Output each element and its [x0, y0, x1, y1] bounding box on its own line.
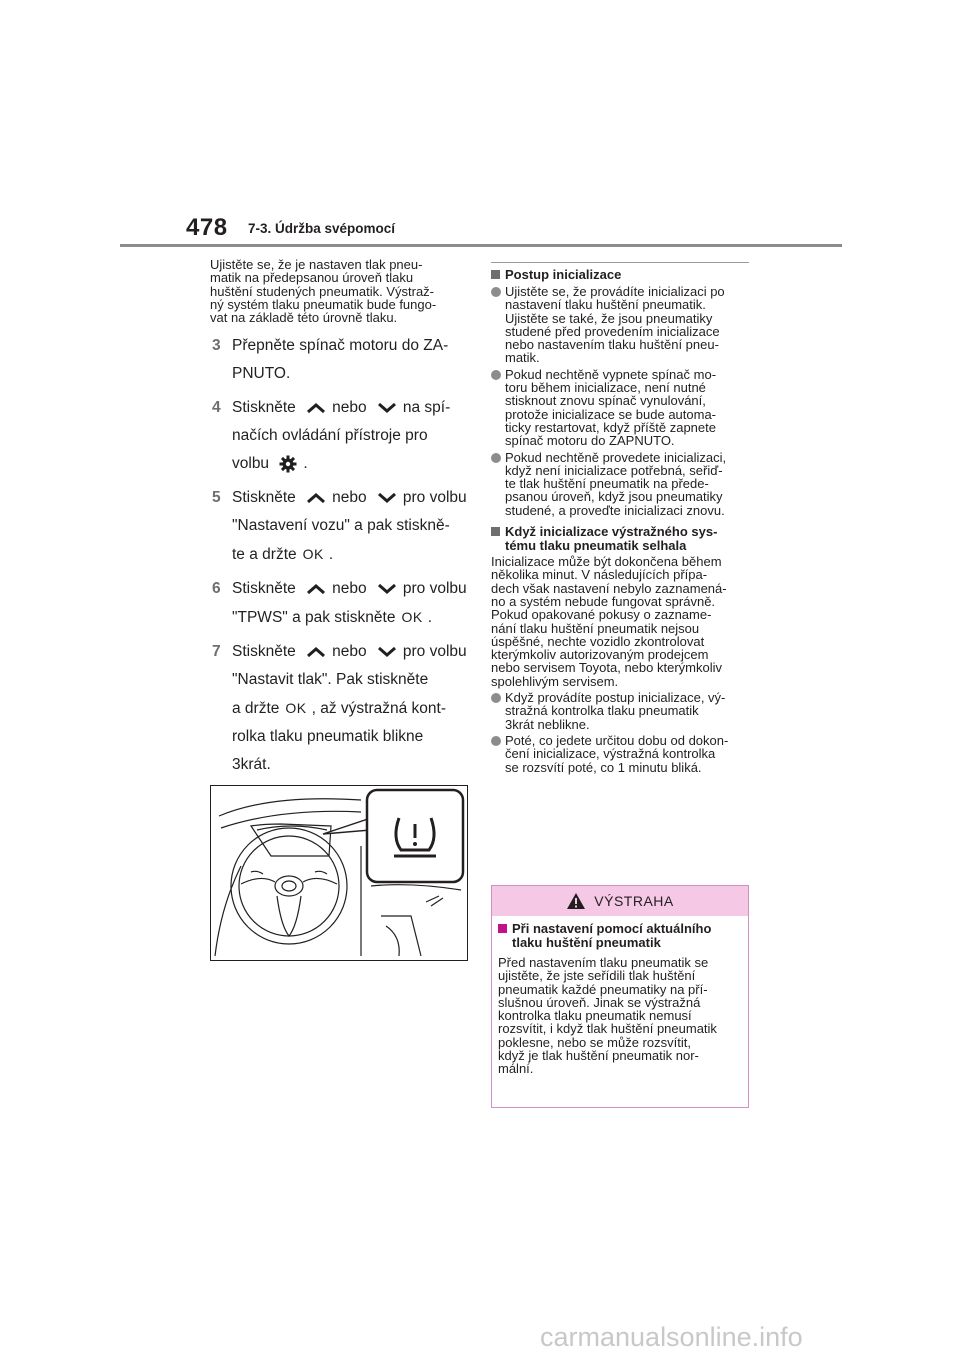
chevron-down-icon — [377, 583, 397, 595]
settings-gear-icon — [279, 455, 297, 473]
warning-text: Před nastavením tlaku pneumatik se ujistěte, že jste seřídili tlak huštění pneumatik každé pneumatiky na pří- slušnou úroveň. Jinak se výstražná kontrolka tlaku pneumatik nemusí rozsvítit, i když tlak huštění pneumatik poklesne, nebo se může rozsvítit, když je tlak huštění pneumatik nor- mální. — [498, 955, 717, 1077]
init-bullet-2: Pokud nechtěně vypnete spínač mo- toru během inicializace, není nutné stisknout znovu spínač vynulování, protože inicializace se bude automa- ticky restartovat, když příště zapnete spínač motoru do ZAPNUTO. — [491, 368, 749, 448]
left-column — [210, 258, 472, 781]
ok-button-label: OK — [401, 609, 423, 626]
dashboard-illustration — [210, 785, 468, 961]
step-5: 5 Stiskněte nebo pro volbu "Nastavení vozu" a pak stiskně- te a držte OK . — [210, 486, 472, 567]
chevron-down-icon — [377, 492, 397, 504]
warning-subtitle: Při nastavení pomocí aktuálního tlaku huštění pneumatik — [498, 922, 742, 950]
step-7: 7 Stiskněte nebo pro volbu "Nastavit tlak". Pak stiskněte a držte OK , až výstražná kont- rolka tlaku pneumatik blikne 3krát. — [212, 643, 467, 774]
step-6: 6 Stiskněte nebo pro volbu "TPWS" a pak stiskněte OK . — [210, 577, 472, 630]
warning-box — [491, 885, 749, 1108]
ok-button-label: OK — [302, 546, 324, 563]
intro-paragraph: Ujistěte se, že je nastaven tlak pneu- matik na předepsanou úroveň tlaku huštění studených pneumatik. Výstraž- ný systém tlaku pneumatik bude fungo- vat na základě této úrovně tlaku. — [210, 257, 437, 326]
chevron-down-icon — [377, 402, 397, 414]
chevron-up-icon — [306, 492, 326, 504]
warning-header — [492, 886, 748, 916]
fail-paragraph: Inicializace může být dokončena během několika minut. V následujících přípa- dech však nastavení nebylo zaznamená- no a systém nebude fungovat správně. Pokud opakované pokusy o zazname- nání tlaku huštění pneumatik nejsou úspěšné, nechte vozidlo zkontrolovat kterýmkoliv autorizovaným prodejcem nebo servisem Toyota, nebo kterýmkoliv spolehlivým servisem. — [491, 554, 727, 689]
fail-bullet-2: Poté, co jedete určitou dobu od dokon- čení inicializace, výstražná kontrolka se rozsvítí poté, co 1 minutu bliká. — [491, 734, 749, 774]
fail-bullet-1: Když provádíte postup inicializace, vý- stražná kontrolka tlaku pneumatik 3krát neblikne. — [491, 691, 749, 731]
ok-button-label: OK — [285, 700, 307, 717]
chevron-up-icon — [306, 583, 326, 595]
warning-triangle-icon — [566, 892, 586, 910]
chevron-up-icon — [306, 646, 326, 658]
right-column — [491, 262, 749, 774]
chevron-down-icon — [377, 646, 397, 658]
page-number: 478 — [186, 214, 228, 241]
fail-heading: Když inicializace výstražného sys- tému tlaku pneumatik selhala — [491, 525, 749, 553]
init-heading: Postup inicializace — [491, 268, 749, 282]
init-bullet-1: Ujistěte se, že provádíte inicializaci po nastavení tlaku huštění pneumatik. Ujistěte se také, že jsou pneumatiky studené před provedením inicializace nebo nastavením tlaku huštění pneu- matik. — [491, 285, 749, 365]
steering-wheel-drawing — [211, 786, 467, 960]
section-title: 7-3. Údržba svépomocí — [248, 221, 396, 236]
chevron-up-icon — [306, 402, 326, 414]
step-3: 3 Přepněte spínač motoru do ZA- PNUTO. — [212, 337, 449, 383]
init-bullet-3: Pokud nechtěně provedete inicializaci, když není inicializace potřebná, seřiď- te tlak huštění pneumatik na přede- psanou úroveň, když jsou pneumatiky studené, a proveďte inicializaci znovu. — [491, 451, 749, 517]
watermark: carmanualsonline.info — [540, 1322, 803, 1352]
warning-title: VÝSTRAHA — [594, 893, 674, 909]
header-rule — [120, 244, 842, 247]
step-4: 4 Stiskněte nebo na spí- načích ovládání přístroje pro volbu . — [212, 399, 451, 473]
